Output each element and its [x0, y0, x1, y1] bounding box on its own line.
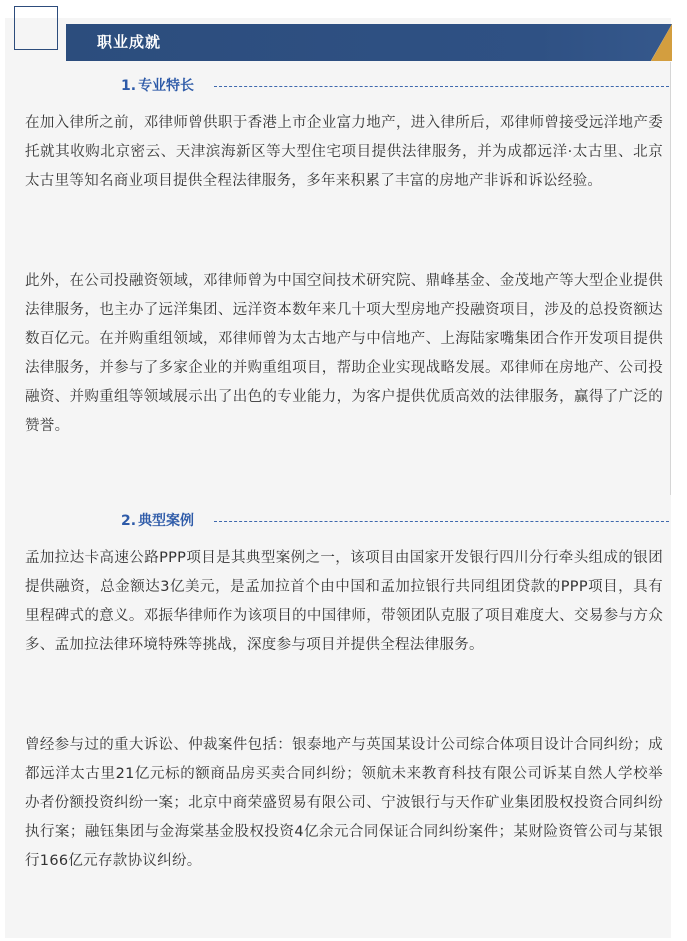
subsection-number: 2.	[121, 513, 137, 529]
subsection-title: 典型案例	[138, 513, 195, 529]
subsection-dashed-rule	[214, 521, 669, 522]
subsection-dashed-rule	[214, 86, 669, 87]
subsection-heading-specialty	[121, 74, 194, 98]
paragraph: 此外，在公司投融资领域，邓律师曾为中国空间技术研究院、鼎峰基金、金茂地产等大型企业提供法律服务，也主办了远洋集团、远洋资本数年来几十项大型房地产投融资项目，涉及的总投资额达数百亿元。在并购重组领域，邓律师曾为太古地产与中信地产、上海陆家嘴集团合作开发项目提供法律服务，并参与了多家企业的并购重组项目，帮助企业实现战略发展。邓律师在房地产、公司投融资、并购重组等领域展示出了出色的专业能力，为客户提供优质高效的法律服务，赢得了广泛的赞誉。	[25, 273, 663, 434]
right-divider-line	[670, 62, 671, 495]
subsection-number: 1.	[121, 78, 137, 94]
paragraph: 孟加拉达卡高速公路PPP项目是其典型案例之一，该项目由国家开发银行四川分行牵头组成的银团提供融资，总金额达3亿美元，是孟加拉首个由中国和孟加拉银行共同组团贷款的PPP项目，具有里程碑式的意义。邓振华律师作为该项目的中国律师，带领团队克服了项目难度大、交易参与方众多、孟加拉法律环境特殊等挑战，深度参与项目并提供全程法律服务。	[25, 550, 663, 653]
section-title: 职业成就	[97, 33, 162, 51]
subsection-title: 专业特长	[138, 78, 195, 94]
paragraph: 在加入律所之前，邓律师曾供职于香港上市企业富力地产，进入律所后，邓律师曾接受远洋地产委托就其收购北京密云、天津滨海新区等大型住宅项目提供法律服务，并为成都远洋·太古里、北京太古里等知名商业项目提供全程法律服务，多年来积累了丰富的房地产非诉和诉讼经验。	[25, 115, 663, 189]
paragraph: 曾经参与过的重大诉讼、仲裁案件包括：银泰地产与英国某设计公司综合体项目设计合同纠纷；成都远洋太古里21亿元标的额商品房买卖合同纠纷；领航未来教育科技有限公司诉某自然人学校举办者份额投资纠纷一案；北京中商荣盛贸易有限公司、宁波银行与天作矿业集团股权投资合同纠纷执行案；融钰集团与金海棠基金股权投资4亿余元合同保证合同纠纷案件；某财险资管公司与某银行166亿元存款协议纠纷。	[25, 737, 663, 869]
subsection-heading-cases	[121, 509, 194, 533]
corner-square-icon	[14, 6, 58, 50]
